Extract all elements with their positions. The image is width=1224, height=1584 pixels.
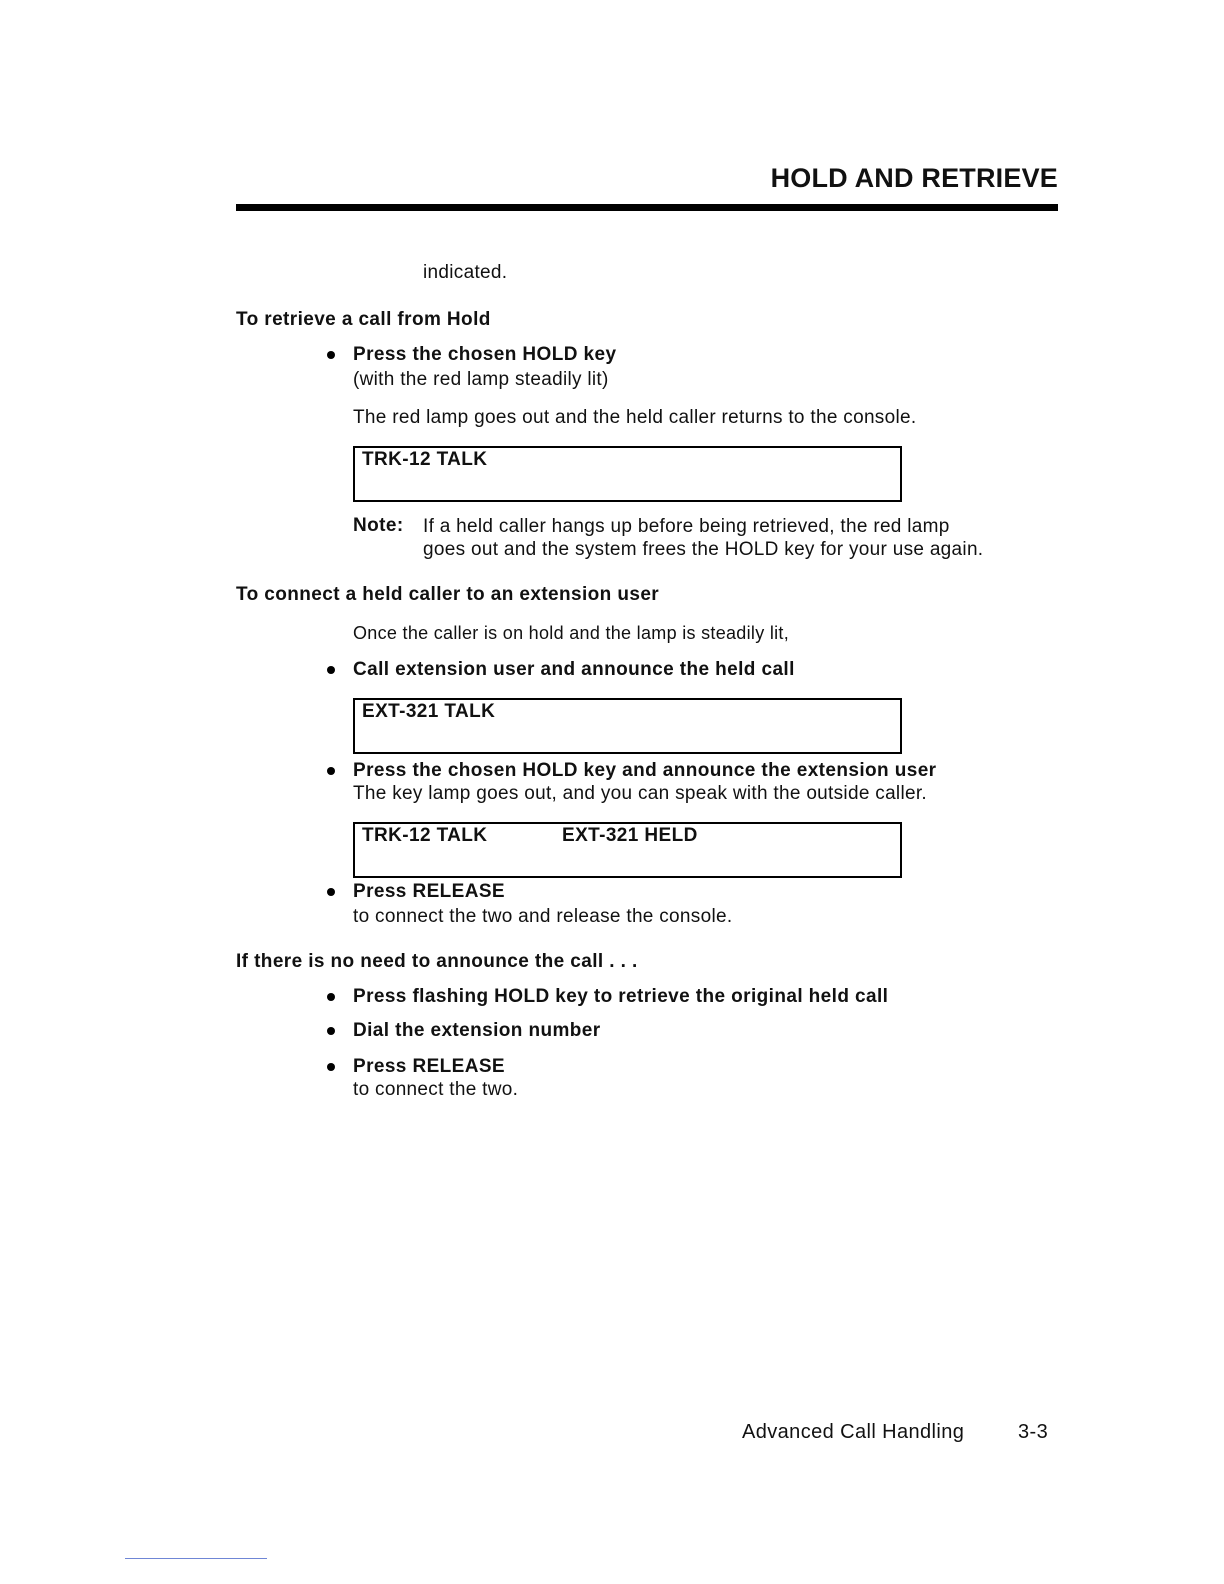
section-heading-retrieve: To retrieve a call from Hold [236, 309, 491, 330]
connect-step2: Press the chosen HOLD key and announce the extension user [353, 760, 937, 781]
note-label: Note: [353, 515, 404, 536]
display-text: TRK-12 TALK [362, 449, 488, 470]
no-announce-step3-detail: to connect the two. [353, 1079, 519, 1100]
connect-step3: Press RELEASE [353, 881, 505, 902]
section-heading-connect: To connect a held caller to an extension user [236, 584, 660, 605]
no-announce-step2: Dial the extension number [353, 1020, 601, 1041]
bullet-icon [327, 993, 335, 1001]
display-text-right: EXT-321 HELD [562, 825, 698, 846]
page-title: HOLD AND RETRIEVE [770, 163, 1058, 193]
continuation-text: indicated. [423, 262, 508, 283]
connect-step2-detail: The key lamp goes out, and you can speak with the outside caller. [353, 783, 927, 804]
connect-step3-detail: to connect the two and release the console. [353, 906, 733, 927]
bullet-icon [327, 1027, 335, 1035]
note-line-2: goes out and the system frees the HOLD key for your use again. [423, 539, 984, 560]
display-text-left: TRK-12 TALK [362, 825, 488, 846]
note-line-1: If a held caller hangs up before being retrieved, the red lamp [423, 516, 950, 537]
connect-step1: Call extension user and announce the held call [353, 659, 795, 680]
header-rule [236, 204, 1058, 211]
section-heading-no-announce: If there is no need to announce the call . . . [236, 951, 638, 972]
no-announce-step3: Press RELEASE [353, 1056, 505, 1077]
footer-page-number: 3-3 [1018, 1421, 1049, 1443]
bullet-icon [327, 767, 335, 775]
display-box-trk-talk [353, 446, 902, 502]
connect-intro: Once the caller is on hold and the lamp is steadily lit, [353, 623, 790, 643]
bullet-icon [327, 666, 335, 674]
display-box-ext-talk [353, 698, 902, 754]
no-announce-step1: Press flashing HOLD key to retrieve the original held call [353, 986, 889, 1007]
retrieve-step1-detail: (with the red lamp steadily lit) [353, 369, 609, 390]
footer-section: Advanced Call Handling [742, 1421, 965, 1443]
scan-edge-line [125, 1558, 267, 1559]
retrieve-step1: Press the chosen HOLD key [353, 344, 617, 365]
bullet-icon [327, 888, 335, 896]
bullet-icon [327, 1063, 335, 1071]
display-text: EXT-321 TALK [362, 701, 496, 722]
display-box-trk-ext-held [353, 822, 902, 878]
retrieve-result: The red lamp goes out and the held caller returns to the console. [353, 407, 917, 428]
bullet-icon [327, 351, 335, 359]
